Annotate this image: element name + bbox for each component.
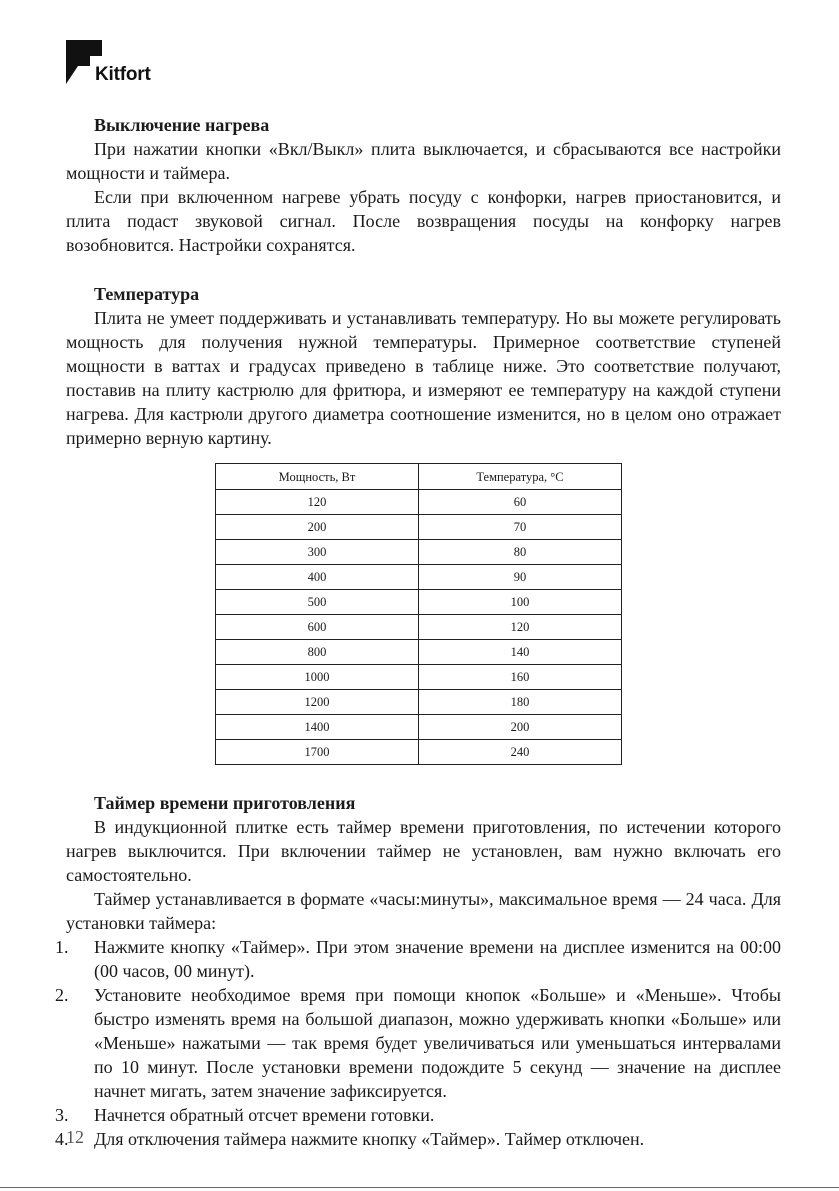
list-item-text: Начнется обратный отсчет времени готовки. — [94, 1105, 435, 1125]
table-row — [216, 640, 622, 665]
section-title-heat-off: Выключение нагрева — [94, 115, 270, 135]
list-item-number: 1. — [55, 937, 69, 957]
paragraph: Плита не умеет поддерживать и устанавливать температуру. Но вы можете регулировать мощность для получения нужной температуры. Примерное соответствие ступеней мощности в ваттах и градусах приведено в таблице ниже. Это соответствие получают, поставив на плиту кастрюлю для фритюра, и измеряют ее температуру на каждой ступени нагрева. Для кастрюли другого диаметра соотношение изменится, но в целом оно отражает примерно верную картину. — [66, 308, 781, 448]
paragraph: Если при включенном нагреве убрать посуду с конфорки, нагрев приостановится, и плита подаст звуковой сигнал. После возвращения посуды на конфорку нагрев возобновится. Настройки сохранятся. — [66, 187, 781, 255]
list-item-number: 4. — [55, 1129, 69, 1149]
cell-temperature: 90 — [419, 565, 622, 590]
cell-power: 200 — [216, 515, 419, 540]
brand-name: Kitfort — [95, 64, 151, 85]
list-item-number: 3. — [55, 1105, 69, 1125]
table-row — [216, 565, 622, 590]
cell-power: 800 — [216, 640, 419, 665]
kitfort-logo — [66, 40, 176, 90]
paragraph: Таймер устанавливается в формате «часы:минуты», максимальное время — 24 часа. Для установки таймера: — [66, 889, 781, 933]
cell-power: 1200 — [216, 690, 419, 715]
page-content — [55, 113, 781, 1151]
list-item — [55, 935, 781, 983]
column-header-power: Мощность, Вт — [216, 464, 419, 490]
list-item — [55, 1127, 781, 1151]
cell-temperature: 140 — [419, 640, 622, 665]
cell-temperature: 180 — [419, 690, 622, 715]
column-header-temperature: Температура, °C — [419, 464, 622, 490]
cell-power: 600 — [216, 615, 419, 640]
paragraph: В индукционной плитке есть таймер времени приготовления, по истечении которого нагрев выключится. При включении таймер не установлен, вам нужно включать его самостоятельно. — [66, 817, 781, 885]
table-row — [216, 740, 622, 765]
section-title-temperature: Температура — [94, 284, 200, 304]
cell-temperature: 200 — [419, 715, 622, 740]
cell-temperature: 80 — [419, 540, 622, 565]
list-item-text: Нажмите кнопку «Таймер». При этом значение времени на дисплее изменится на 00:00 (00 часов, 00 минут). — [94, 937, 781, 981]
list-item — [55, 1103, 781, 1127]
cell-power: 500 — [216, 590, 419, 615]
cell-power: 300 — [216, 540, 419, 565]
list-item-text: Установите необходимое время при помощи кнопок «Больше» и «Меньше». Чтобы быстро изменять время на большой диапазон, можно удерживать кнопки «Больше» или «Меньше» нажатыми — так время будет увеличиваться или уменьшаться интервалами по 10 минут. После установки времени подождите 5 секунд — значение на дисплее начнет мигать, затем значение зафиксируется. — [94, 985, 781, 1101]
cell-power: 1000 — [216, 665, 419, 690]
table-row — [216, 490, 622, 515]
table-row — [216, 515, 622, 540]
page-number: 12 — [66, 1127, 84, 1147]
table-row — [216, 665, 622, 690]
list-item-text: Для отключения таймера нажмите кнопку «Таймер». Таймер отключен. — [94, 1129, 645, 1149]
section-title-timer: Таймер времени приготовления — [94, 793, 356, 813]
timer-steps-list — [55, 935, 781, 1151]
power-temperature-table — [215, 463, 622, 765]
cell-power: 400 — [216, 565, 419, 590]
cell-temperature: 100 — [419, 590, 622, 615]
table-header-row — [216, 464, 622, 490]
cell-temperature: 70 — [419, 515, 622, 540]
cell-temperature: 120 — [419, 615, 622, 640]
list-item-number: 2. — [55, 985, 69, 1005]
cell-power: 120 — [216, 490, 419, 515]
table-row — [216, 590, 622, 615]
cell-power: 1400 — [216, 715, 419, 740]
paragraph: При нажатии кнопки «Вкл/Выкл» плита выключается, и сбрасываются все настройки мощности и таймера. — [66, 139, 781, 183]
cell-temperature: 240 — [419, 740, 622, 765]
table-row — [216, 615, 622, 640]
bottom-divider — [0, 1187, 839, 1188]
table-row — [216, 715, 622, 740]
cell-power: 1700 — [216, 740, 419, 765]
table-row — [216, 540, 622, 565]
list-item — [55, 983, 781, 1103]
cell-temperature: 60 — [419, 490, 622, 515]
cell-temperature: 160 — [419, 665, 622, 690]
table-row — [216, 690, 622, 715]
